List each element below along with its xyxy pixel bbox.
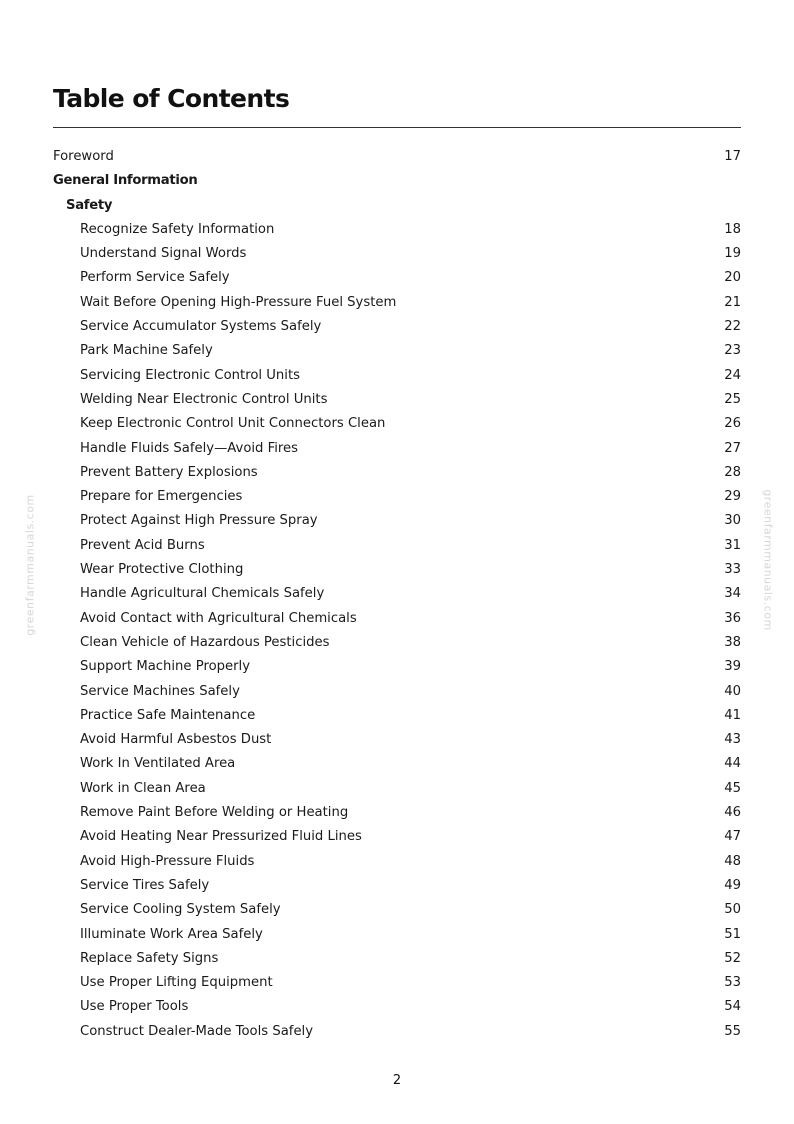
- toc-entry-page: 49: [724, 877, 741, 893]
- toc-entry-label[interactable]: Handle Agricultural Chemicals Safely: [80, 586, 325, 602]
- toc-entry[interactable]: [53, 850, 741, 874]
- toc-entry-page: 45: [724, 780, 741, 796]
- toc-entry-label[interactable]: Service Tires Safely: [80, 877, 210, 893]
- toc-entry[interactable]: [53, 1020, 741, 1044]
- toc-entry-label[interactable]: Servicing Electronic Control Units: [80, 367, 300, 383]
- toc-entry-label[interactable]: Protect Against High Pressure Spray: [80, 513, 318, 529]
- toc-entry[interactable]: [53, 801, 741, 825]
- toc-entry[interactable]: [53, 874, 741, 898]
- toc-entry[interactable]: [53, 364, 741, 388]
- toc-entry-page: 39: [724, 659, 741, 675]
- page-title: Table of Contents: [53, 84, 290, 113]
- toc-entry-page: 29: [724, 489, 741, 505]
- toc-entry-label[interactable]: Replace Safety Signs: [80, 950, 219, 966]
- toc-entry-page: 19: [724, 246, 741, 262]
- toc-entry-label[interactable]: Avoid Contact with Agricultural Chemicals: [80, 610, 357, 626]
- toc-entry-page: 53: [724, 975, 741, 991]
- toc-entry-page: 52: [724, 950, 741, 966]
- toc-entry-page: 51: [724, 926, 741, 942]
- table-of-contents: [53, 145, 741, 1044]
- toc-entry-label[interactable]: Avoid Harmful Asbestos Dust: [80, 732, 272, 748]
- toc-entry[interactable]: [53, 169, 741, 193]
- toc-entry[interactable]: [53, 680, 741, 704]
- toc-entry-label[interactable]: Foreword: [53, 149, 114, 164]
- toc-entry-label[interactable]: Support Machine Properly: [80, 659, 251, 675]
- toc-entry-page: 48: [724, 853, 741, 869]
- toc-entry[interactable]: [53, 461, 741, 485]
- toc-entry[interactable]: [53, 218, 741, 242]
- toc-entry[interactable]: [53, 339, 741, 363]
- toc-entry-page: 40: [724, 683, 741, 699]
- toc-entry-label[interactable]: Illuminate Work Area Safely: [80, 926, 263, 942]
- page-number: 2: [392, 1073, 402, 1088]
- toc-entry-page: 28: [724, 464, 741, 480]
- toc-entry-label[interactable]: Park Machine Safely: [80, 343, 213, 359]
- toc-entry[interactable]: [53, 485, 741, 509]
- toc-entry[interactable]: [53, 315, 741, 339]
- toc-entry-page: 54: [724, 999, 741, 1015]
- toc-entry-label[interactable]: Safety: [66, 197, 113, 213]
- toc-entry-label[interactable]: Prevent Acid Burns: [80, 537, 205, 553]
- toc-entry-page: 20: [724, 270, 741, 286]
- toc-entry-label[interactable]: Practice Safe Maintenance: [80, 707, 256, 723]
- toc-entry-label[interactable]: Service Machines Safely: [80, 683, 240, 699]
- toc-entry-page: 22: [724, 319, 741, 335]
- toc-entry-page: 43: [724, 732, 741, 748]
- toc-entry[interactable]: [53, 145, 741, 169]
- toc-entry-label[interactable]: Work in Clean Area: [80, 780, 206, 796]
- toc-entry-label[interactable]: Avoid Heating Near Pressurized Fluid Lines: [80, 829, 362, 845]
- toc-entry-label[interactable]: Welding Near Electronic Control Units: [80, 391, 328, 407]
- toc-entry-page: 23: [724, 343, 741, 359]
- toc-entry-label[interactable]: Use Proper Tools: [80, 999, 189, 1015]
- toc-entry[interactable]: [53, 266, 741, 290]
- toc-entry[interactable]: [53, 194, 741, 218]
- toc-entry[interactable]: [53, 388, 741, 412]
- toc-entry-label[interactable]: Keep Electronic Control Unit Connectors Clean: [80, 416, 386, 432]
- toc-entry-label[interactable]: Construct Dealer-Made Tools Safely: [80, 1023, 314, 1039]
- toc-entry-label[interactable]: Avoid High-Pressure Fluids: [80, 853, 255, 869]
- toc-entry[interactable]: [53, 291, 741, 315]
- toc-entry-label[interactable]: Service Accumulator Systems Safely: [80, 319, 322, 335]
- toc-entry[interactable]: [53, 752, 741, 776]
- toc-entry-page: 44: [724, 756, 741, 772]
- watermark-left: greenfarmmanuals.com: [23, 494, 37, 636]
- toc-entry-page: 55: [724, 1023, 741, 1039]
- toc-entry-page: 41: [724, 707, 741, 723]
- toc-entry-page: 47: [724, 829, 741, 845]
- toc-entry-label[interactable]: Handle Fluids Safely—Avoid Fires: [80, 440, 299, 456]
- toc-entry[interactable]: [53, 947, 741, 971]
- toc-entry[interactable]: [53, 412, 741, 436]
- toc-entry-page: 21: [724, 294, 741, 310]
- toc-entry[interactable]: [53, 728, 741, 752]
- toc-entry-page: 34: [724, 586, 741, 602]
- toc-entry[interactable]: [53, 582, 741, 606]
- toc-entry-page: 27: [724, 440, 741, 456]
- toc-entry[interactable]: [53, 558, 741, 582]
- toc-entry-label[interactable]: Remove Paint Before Welding or Heating: [80, 805, 349, 821]
- toc-entry-label[interactable]: Wait Before Opening High-Pressure Fuel System: [80, 294, 397, 310]
- toc-entry-page: 33: [724, 562, 741, 578]
- toc-entry[interactable]: [53, 509, 741, 533]
- toc-entry[interactable]: [53, 534, 741, 558]
- toc-entry-label[interactable]: Service Cooling System Safely: [80, 902, 281, 918]
- toc-entry-page: 36: [724, 610, 741, 626]
- toc-entry-page: 24: [724, 367, 741, 383]
- toc-entry-label[interactable]: Wear Protective Clothing: [80, 562, 244, 578]
- toc-entry-label[interactable]: Work In Ventilated Area: [80, 756, 236, 772]
- toc-entry-page: 17: [724, 149, 741, 164]
- toc-entry-label[interactable]: Perform Service Safely: [80, 270, 230, 286]
- toc-entry-page: 31: [724, 537, 741, 553]
- toc-entry[interactable]: [53, 825, 741, 849]
- toc-entry[interactable]: [53, 777, 741, 801]
- toc-entry[interactable]: [53, 971, 741, 995]
- toc-entry-label[interactable]: Prevent Battery Explosions: [80, 464, 258, 480]
- toc-entry[interactable]: [53, 704, 741, 728]
- toc-entry-page: 38: [724, 634, 741, 650]
- toc-entry-page: 50: [724, 902, 741, 918]
- toc-entry-page: 30: [724, 513, 741, 529]
- toc-entry-page: 18: [724, 221, 741, 237]
- toc-entry-label[interactable]: Clean Vehicle of Hazardous Pesticides: [80, 634, 330, 650]
- toc-entry-label[interactable]: Use Proper Lifting Equipment: [80, 975, 273, 991]
- toc-entry-label[interactable]: Recognize Safety Information: [80, 221, 275, 237]
- toc-entry[interactable]: [53, 898, 741, 922]
- toc-entry[interactable]: [53, 631, 741, 655]
- watermark-right: greenfarmmanuals.com: [761, 489, 775, 631]
- title-divider: [53, 127, 741, 128]
- toc-entry[interactable]: [53, 242, 741, 266]
- toc-entry[interactable]: [53, 995, 741, 1019]
- toc-entry-label[interactable]: Understand Signal Words: [80, 246, 247, 262]
- toc-entry[interactable]: [53, 607, 741, 631]
- toc-entry-page: 26: [724, 416, 741, 432]
- toc-entry[interactable]: [53, 923, 741, 947]
- toc-entry[interactable]: [53, 655, 741, 679]
- toc-entry-page: 25: [724, 391, 741, 407]
- toc-entry-label[interactable]: Prepare for Emergencies: [80, 489, 243, 505]
- toc-entry-page: 46: [724, 805, 741, 821]
- toc-entry[interactable]: [53, 437, 741, 461]
- toc-entry-label[interactable]: General Information: [53, 173, 198, 189]
